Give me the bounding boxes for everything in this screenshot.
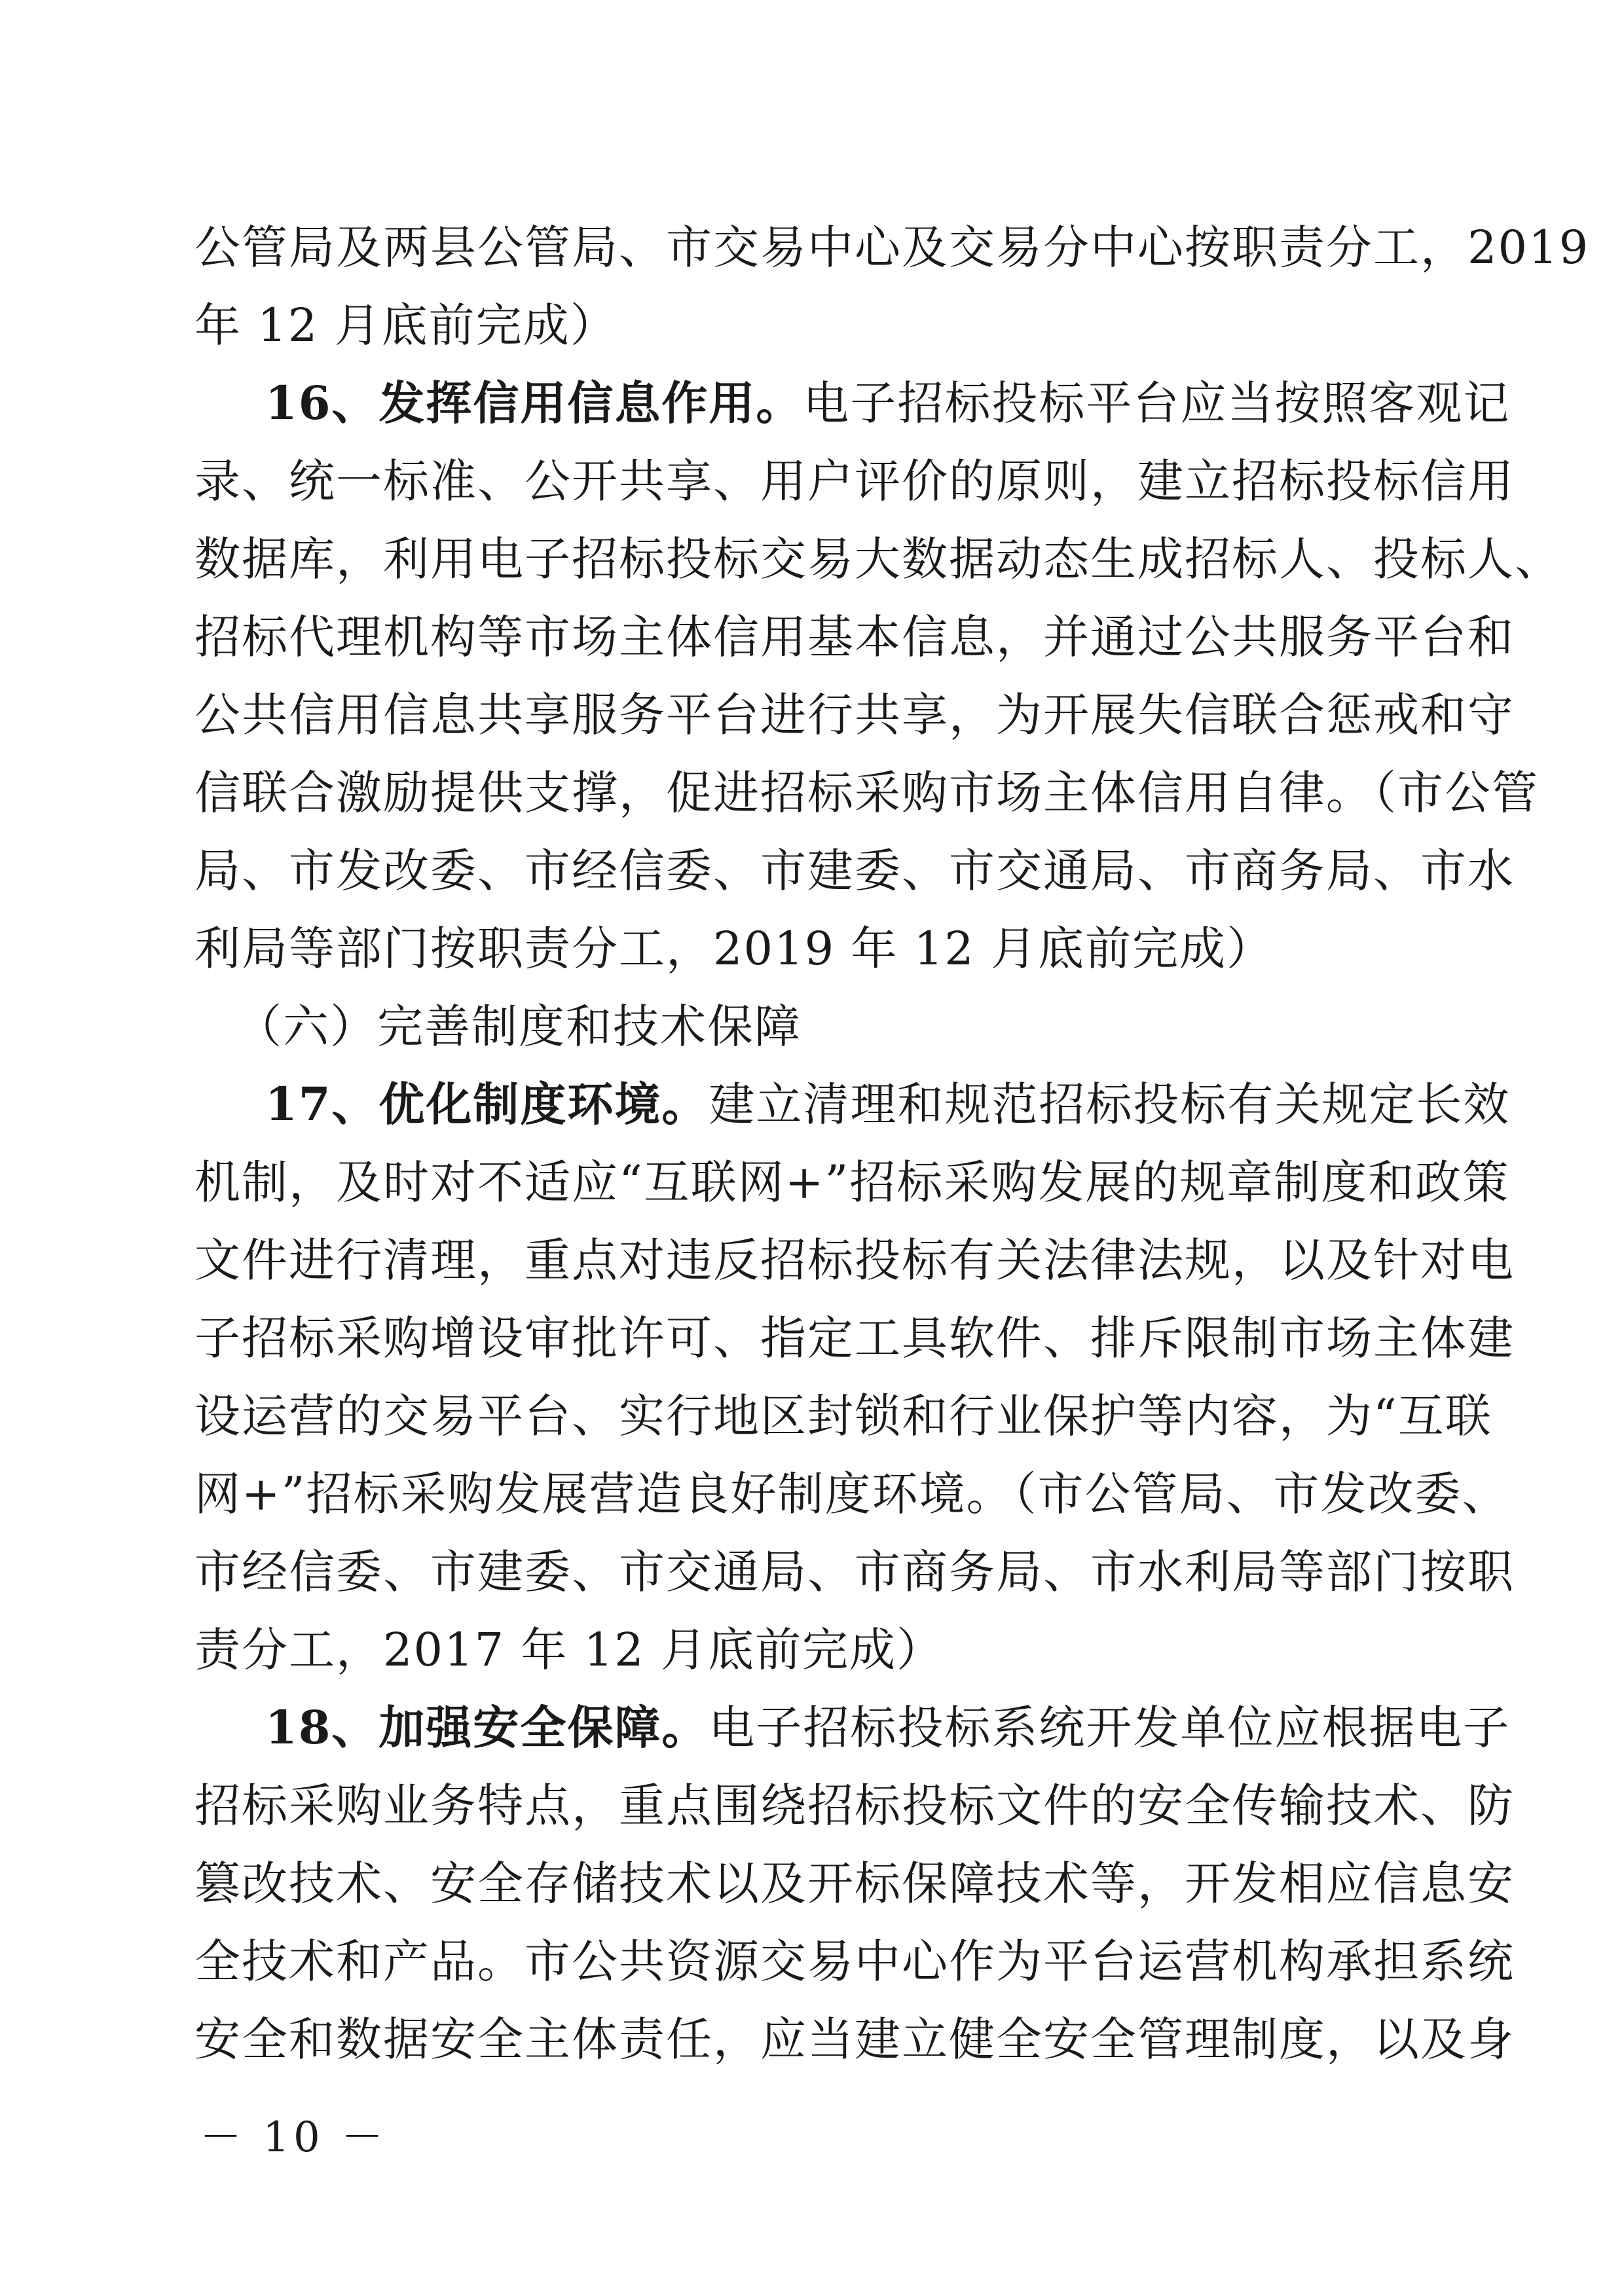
text-line-10 <box>194 909 1426 988</box>
text-line-19 <box>194 1611 1426 1689</box>
text-line-18 <box>194 1533 1515 1611</box>
text-line-16 <box>194 1377 1492 1455</box>
text-line-2 <box>194 286 1426 365</box>
line-text: 设运营的交易平台、实行地区封锁和行业保护等内容，为“互联 <box>194 1389 1492 1443</box>
text-line-23 <box>194 1922 1515 2001</box>
text-line-14 <box>194 1221 1515 1300</box>
line-text: 市经信委、市建委、市交通局、市商务局、市水利局等部门按职 <box>194 1545 1515 1599</box>
line-text: 安全和数据安全主体责任，应当建立健全安全管理制度，以及身 <box>194 2013 1515 2066</box>
text-line-13 <box>194 1143 1510 1222</box>
paragraph-16-first-line <box>265 364 1511 443</box>
section-heading-six <box>236 987 802 1066</box>
paragraph-17-first-line <box>265 1065 1511 1144</box>
line-text: 局、市发改委、市经信委、市建委、市交通局、市商务局、市水 <box>194 844 1515 898</box>
text-line-6 <box>194 598 1515 676</box>
paragraph-16-heading: 16、发挥信用信息作用。 <box>265 376 803 430</box>
line-text: 公共信用信息共享服务平台进行共享，为开展失信联合惩戒和守 <box>194 688 1515 742</box>
line-text: 篡改技术、安全存储技术以及开标保障技术等，开发相应信息安 <box>194 1857 1515 1910</box>
text-line-8 <box>194 754 1539 832</box>
paragraph-18-heading: 18、加强安全保障。 <box>265 1700 709 1755</box>
line-text: 数据库，利用电子招标投标交易大数据动态生成招标人、投标人、 <box>194 532 1562 586</box>
line-text: 子招标采购增设审批许可、指定工具软件、排斥限制市场主体建 <box>194 1311 1515 1365</box>
text-line-24 <box>194 2000 1515 2079</box>
text-line-4 <box>194 442 1515 520</box>
line-text: 公管局及两县公管局、市交易中心及交易分中心按职责分工，2019 <box>194 221 1590 274</box>
line-text: 利局等部门按职责分工，2019 年 12 月底前完成） <box>194 922 1274 975</box>
line-text: 建立清理和规范招标投标有关规定长效 <box>709 1078 1511 1131</box>
text-line-22 <box>194 1844 1515 1923</box>
line-text: 全技术和产品。市公共资源交易中心作为平台运营机构承担系统 <box>194 1935 1515 1988</box>
text-line-9 <box>194 831 1515 910</box>
line-text: 责分工，2017 年 12 月底前完成） <box>194 1623 944 1677</box>
line-text: 机制，及时对不适应“互联网+”招标采购发展的规章制度和政策 <box>194 1156 1510 1209</box>
paragraph-17-heading: 17、优化制度环境。 <box>265 1077 709 1131</box>
text-line-1 <box>194 208 1590 287</box>
page-number: － 10 － <box>200 2113 388 2162</box>
paragraph-18-first-line <box>265 1688 1511 1767</box>
line-text: 年 12 月底前完成） <box>194 299 618 352</box>
section-heading-text: （六）完善制度和技术保障 <box>236 1000 802 1053</box>
text-line-15 <box>194 1299 1515 1377</box>
text-line-21 <box>194 1766 1515 1845</box>
line-text: 信联合激励提供支撑，促进招标采购市场主体信用自律。（市公管 <box>194 766 1539 820</box>
line-text: 网+”招标采购发展营造良好制度环境。（市公管局、市发改委、 <box>194 1467 1509 1521</box>
line-text: 招标采购业务特点，重点围绕招标投标文件的安全传输技术、防 <box>194 1779 1515 1832</box>
line-text: 录、统一标准、公开共享、用户评价的原则，建立招标投标信用 <box>194 454 1515 508</box>
text-line-17 <box>194 1455 1509 1533</box>
line-text: 文件进行清理，重点对违反招标投标有关法律法规，以及针对电 <box>194 1233 1515 1287</box>
text-line-5 <box>194 520 1562 598</box>
line-text: 电子招标投标平台应当按照客观记 <box>803 376 1511 430</box>
line-text: 电子招标投标系统开发单位应根据电子 <box>709 1701 1511 1755</box>
line-text: 招标代理机构等市场主体信用基本信息，并通过公共服务平台和 <box>194 610 1515 664</box>
text-line-7 <box>194 676 1515 754</box>
